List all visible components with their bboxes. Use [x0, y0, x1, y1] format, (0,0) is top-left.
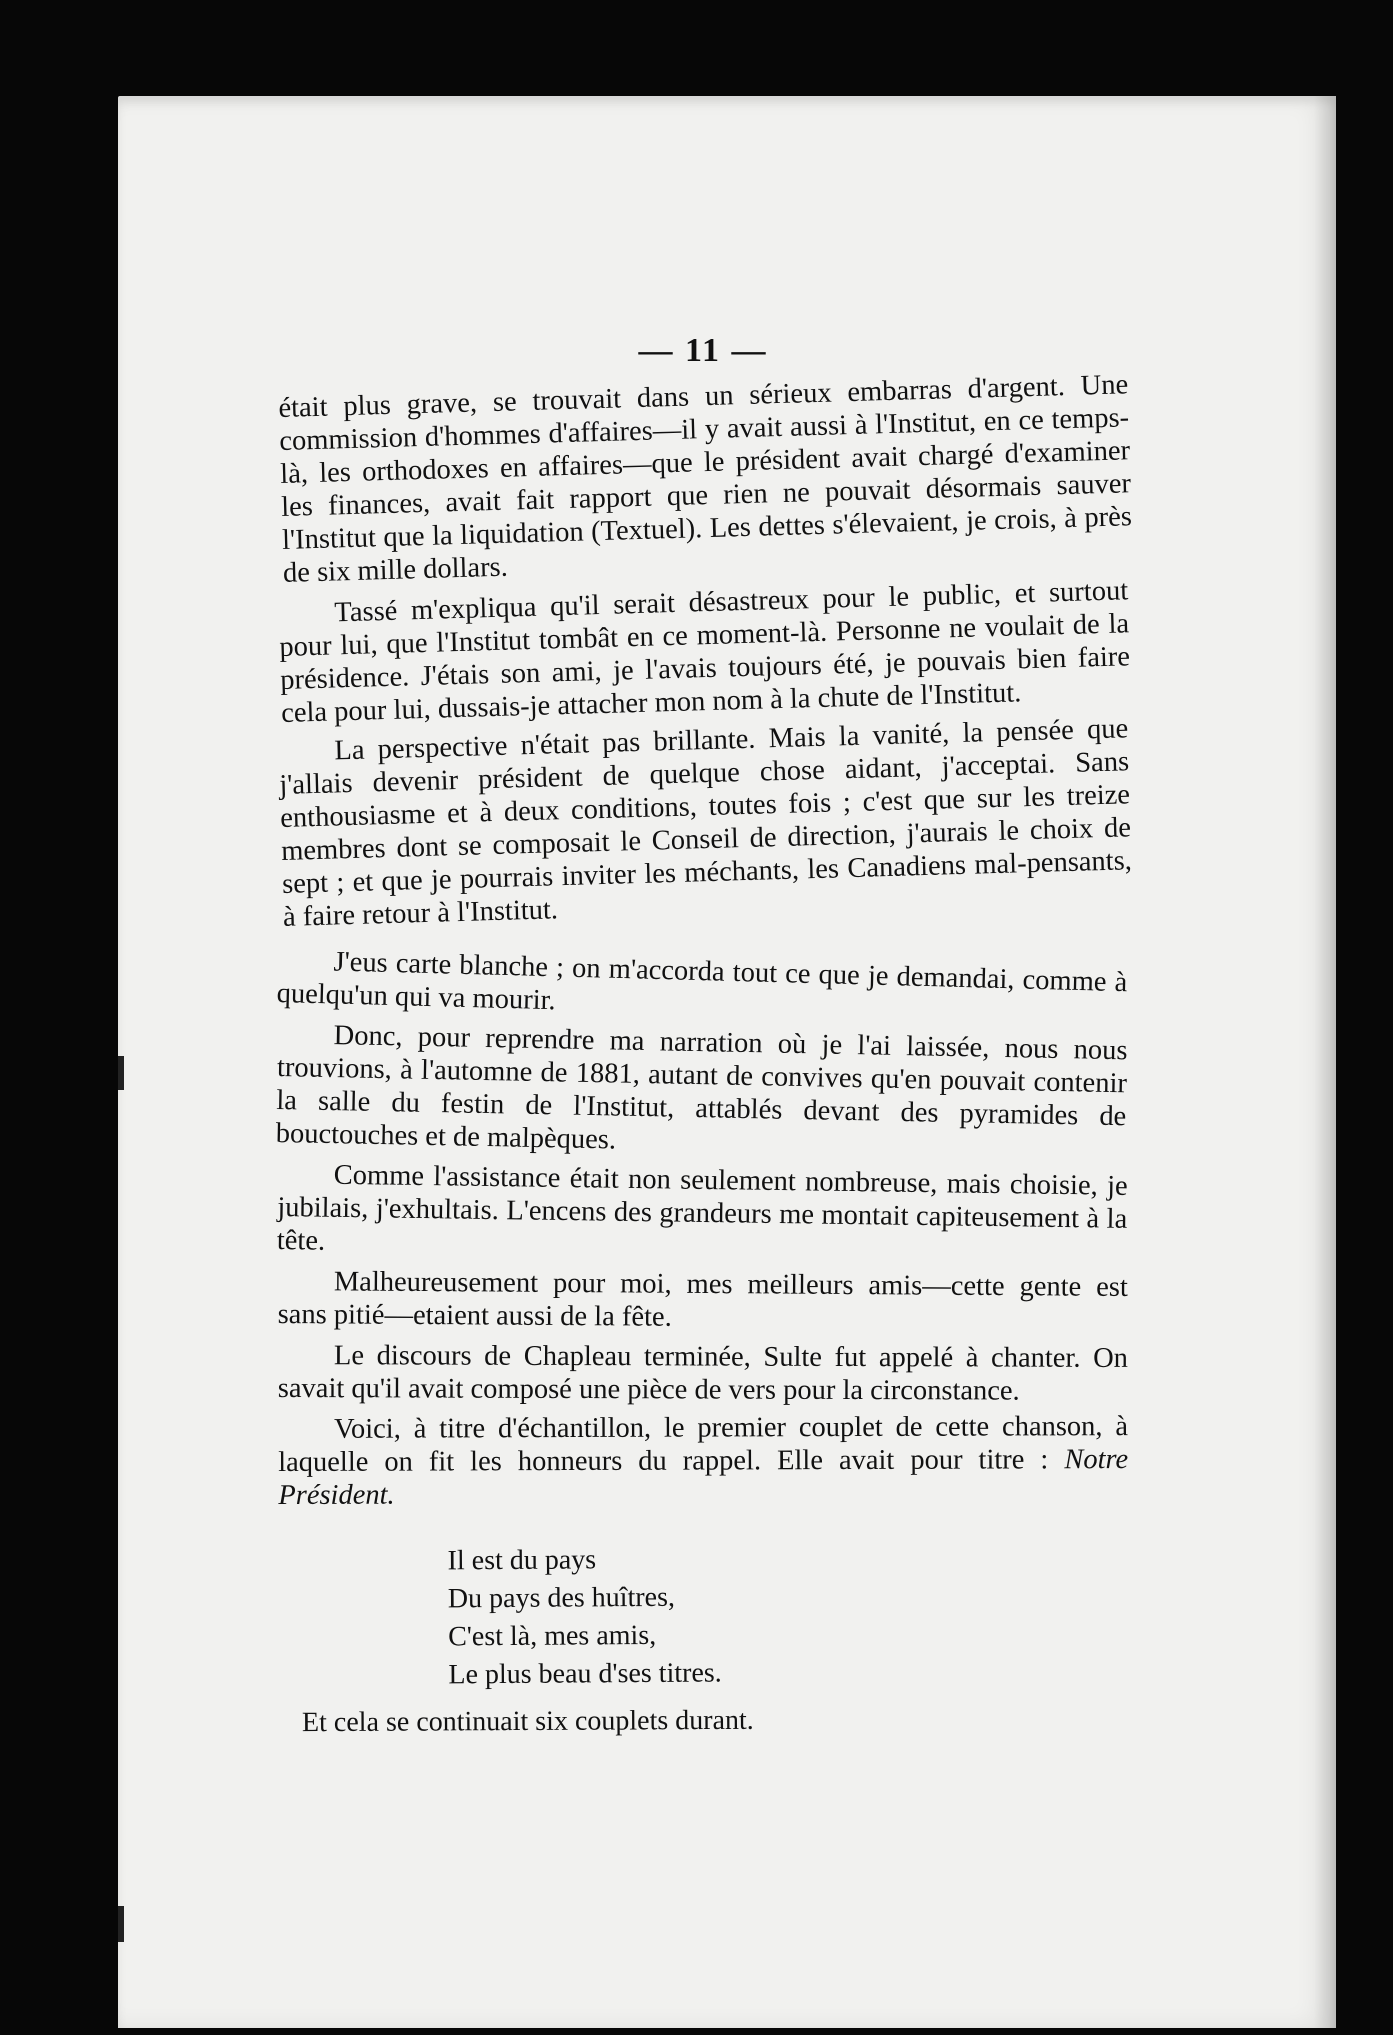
song-verse	[447, 1538, 1128, 1695]
verse-line: Le plus beau d'ses titres.	[448, 1657, 722, 1691]
paragraph-3: La perspective n'était pas brillante. Mais la vanité, la pensée que j'allais devenir président de quelque chose aidant, j'acceptai. Sans enthousiasme et à deux conditions, toutes fois ; c'est que sur les treize membres dont se composait le Conseil de direction, j'aurais le choix de sept ; et que je pourrais inviter les méchants, les Canadiens mal-pensants, à faire retour à l'Institut.	[278, 713, 1133, 933]
spine-mark	[118, 1906, 124, 1942]
paragraph-8: Le discours de Chapleau terminée, Sulte fut appelé à chanter. On savait qu'il avait composé une pièce de vers pour la circonstance.	[277, 1340, 1128, 1407]
page-edge-shadow	[1314, 96, 1336, 2028]
verse-line: Du pays des huîtres,	[447, 1581, 676, 1615]
page-number: — 11 —	[638, 332, 768, 369]
paragraph-6: Comme l'assistance était non seulement nombreuse, mais choisie, je jubilais, j'exhultais. L'encens des grandeurs me montait capiteusement à la tête.	[276, 1159, 1128, 1257]
song-title: Notre Président.	[278, 1444, 1129, 1511]
paragraph-7: Malheureusement pour moi, mes meilleurs amis—cette gente est sans pitié—etaient aussi de la fête.	[277, 1266, 1128, 1333]
paragraph-5: Donc, pour reprendre ma narration où je l'ai laissée, nous nous trouvions, à l'automne de 1881, autant de convives qu'en pouvait contenir la salle du festin de l'Institut, attablés devant des pyramides de bouctouches et de malpèques.	[275, 1020, 1128, 1156]
paragraph-1: était plus grave, se trouvait dans un sérieux embarras d'argent. Une commission d'hommes d'affaires—il y avait aussi à l'Institut, en ce temps-là, les orthodoxes en affaires—que le président avait chargé d'examiner les finances, avait fait rapport que rien ne pouvait désormais sauver l'Institut que la liquidation (Textuel). Les dettes s'élevaient, je crois, à près de six mille dollars.	[278, 369, 1133, 589]
verse-line: C'est là, mes amis,	[448, 1619, 657, 1653]
spine-mark	[118, 1056, 124, 1090]
paragraph-2: Tassé m'expliqua qu'il serait désastreux pour le public, et surtout pour lui, que l'Institut tombât en ce moment-là. Personne ne voulait de la présidence. J'étais son ami, je l'avais toujours été, je pouvais bien faire cela pour lui, dussais-je attacher mon nom à la chute de l'Institut.	[278, 575, 1131, 729]
book-page	[118, 96, 1336, 2028]
closing-line: Et cela se continuait six couplets durant.	[301, 1704, 754, 1739]
verse-line: Il est du pays	[447, 1544, 597, 1577]
page-content	[275, 332, 1133, 1766]
paragraph-9	[278, 1410, 1128, 1512]
paragraph-4: J'eus carte blanche ; on m'accorda tout ce que je demandai, comme à quelqu'un qui va mourir.	[276, 946, 1128, 1017]
paragraph-9-text: Voici, à titre d'échantillon, le premier couplet de cette chanson, à laquelle on fit les honneurs du rappel. Elle avait pour titre :	[278, 1411, 1129, 1478]
